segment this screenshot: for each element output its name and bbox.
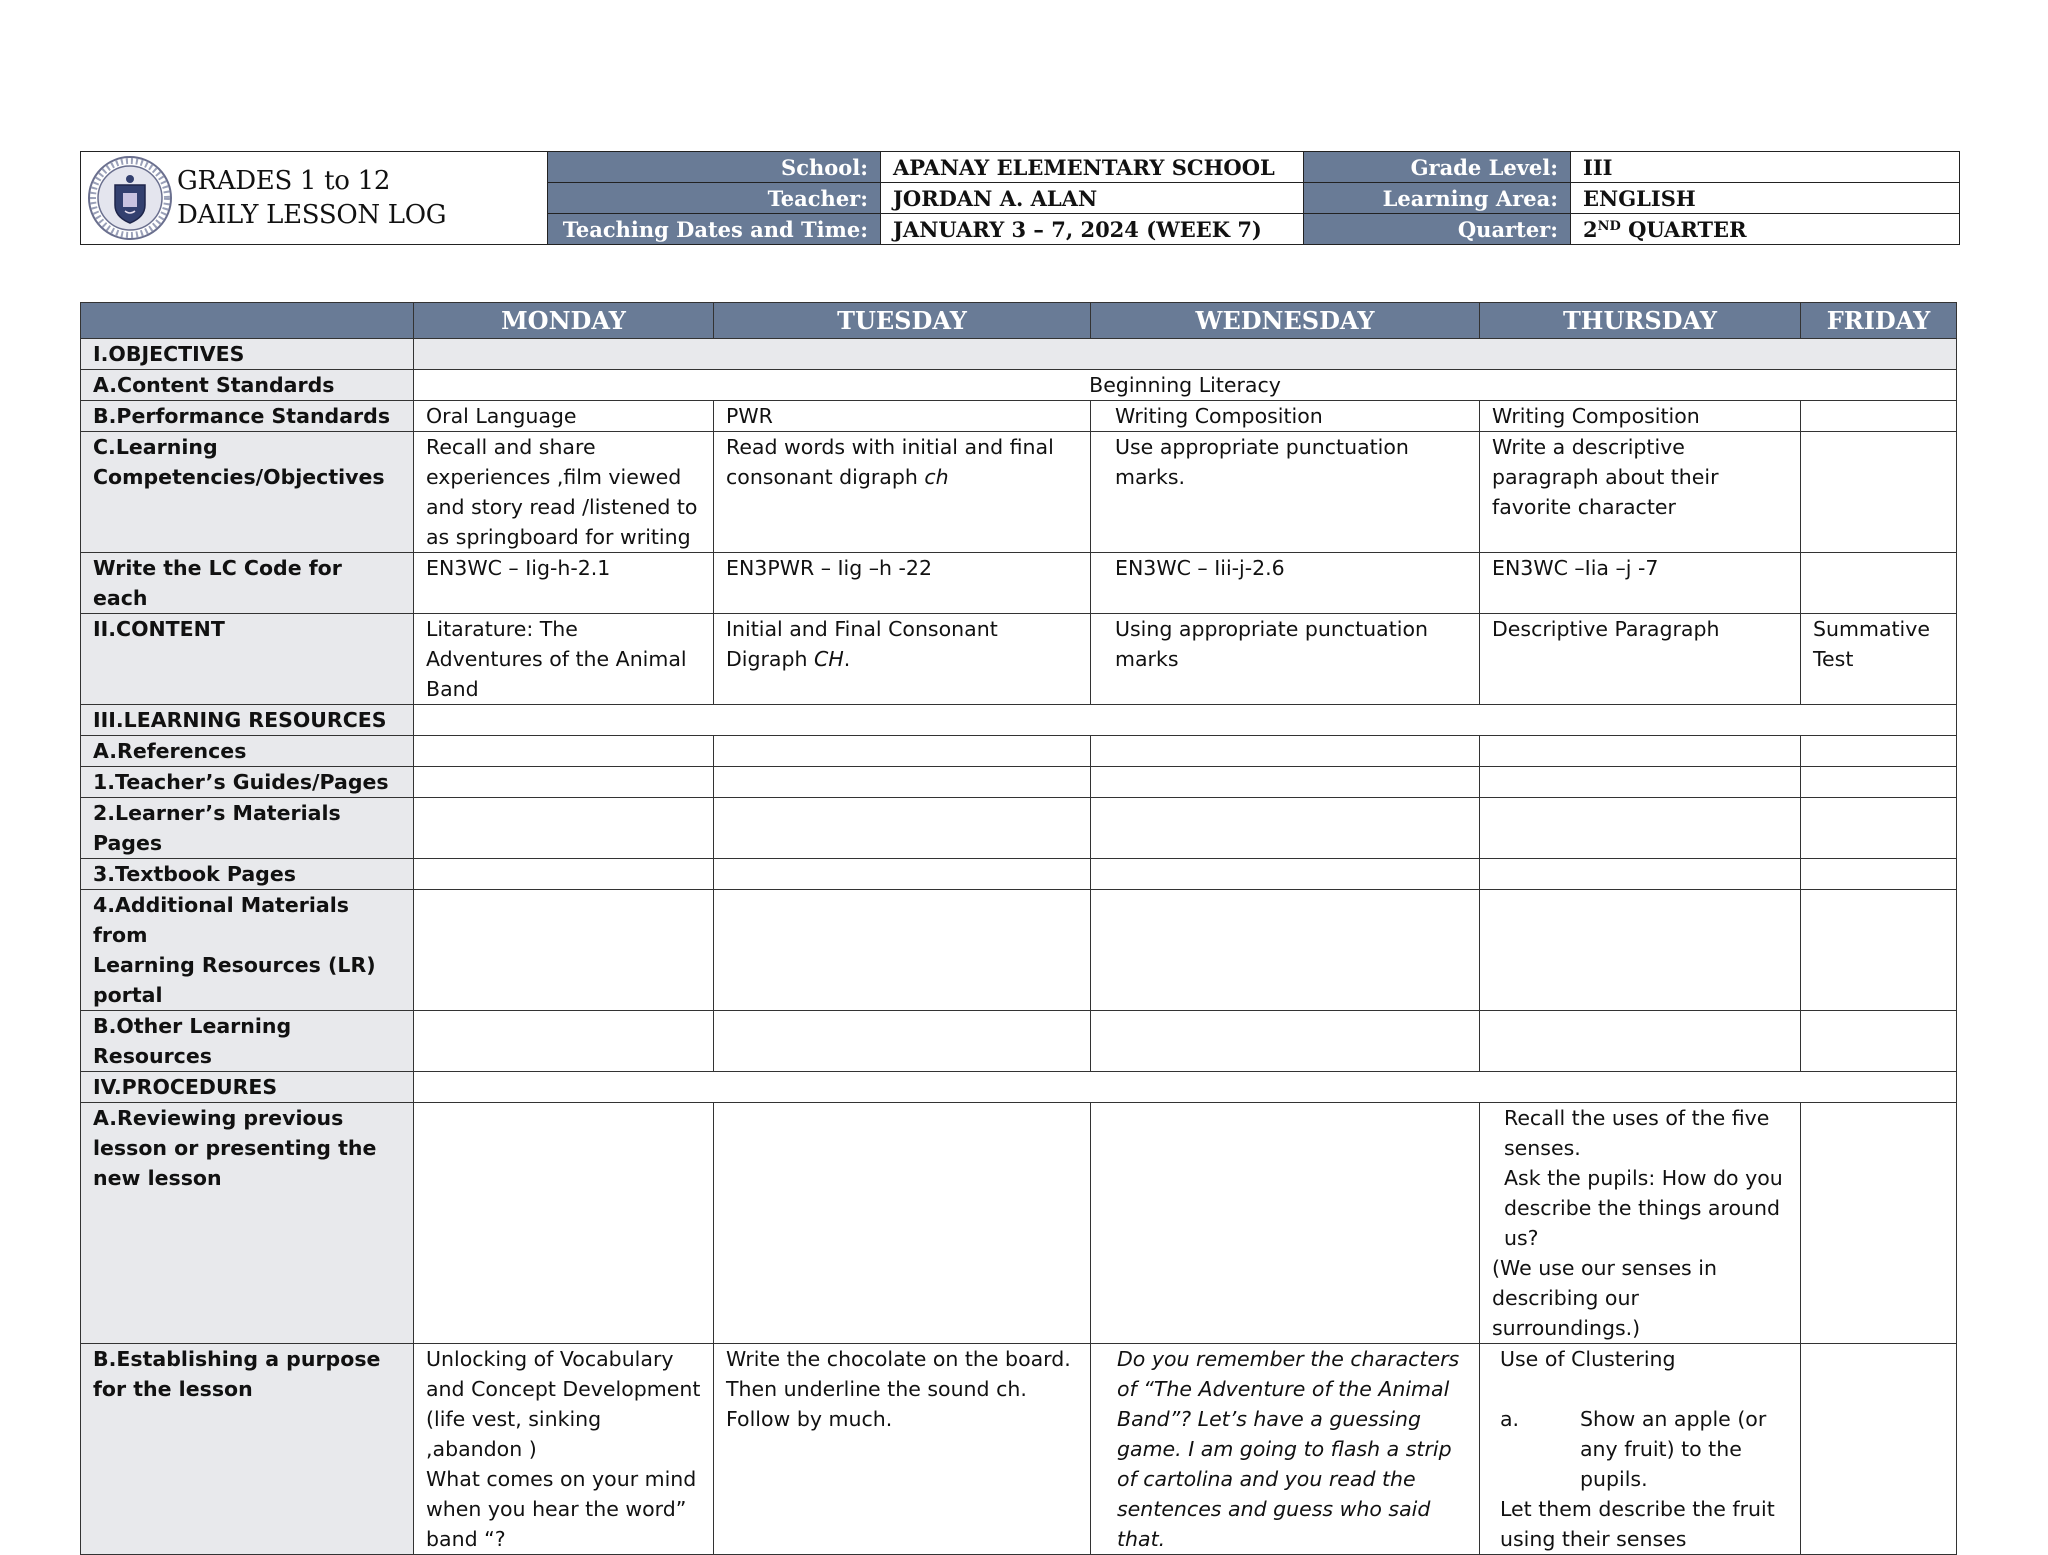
table-cell: [1801, 1011, 1957, 1072]
table-cell: [1091, 890, 1480, 1011]
table-cell: [714, 859, 1091, 890]
cell-text: Recall the uses of the five senses.: [1504, 1106, 1770, 1160]
row-label-line: portal: [93, 983, 163, 1007]
title-line-2: DAILY LESSON LOG: [177, 200, 447, 230]
day-header: TUESDAY: [714, 303, 1091, 339]
table-cell: [1801, 798, 1957, 859]
title-text: [177, 164, 446, 232]
row-label-line: C.Learning: [93, 435, 218, 459]
cell-text-italic: ch: [924, 465, 949, 489]
school-label: School:: [548, 152, 881, 183]
cell-text: Read words with initial and final consonant digraph: [726, 435, 1054, 489]
table-cell: Recall and share experiences ,film viewed and story read /listened to as springboard for writing: [414, 432, 714, 553]
table-row: [81, 614, 1957, 705]
table-row: [81, 553, 1957, 614]
table-cell: [1091, 1103, 1480, 1344]
table-cell: [714, 890, 1091, 1011]
row-label: 2.Learner’s Materials Pages: [81, 798, 414, 859]
table-cell: [714, 767, 1091, 798]
cell-text: Let them describe the fruit using their senses: [1500, 1497, 1775, 1551]
day-header: WEDNESDAY: [1091, 303, 1480, 339]
grade-level-label: Grade Level:: [1304, 152, 1571, 183]
table-cell: PWR: [714, 401, 1091, 432]
table-cell: [714, 1103, 1091, 1344]
teaching-dates-label: Teaching Dates and Time:: [548, 214, 881, 245]
table-cell: [714, 614, 1091, 705]
teaching-dates-value: JANUARY 3 – 7, 2024 (WEEK 7): [881, 214, 1304, 245]
deped-seal-icon: [87, 155, 173, 241]
cell-text-italic: CH: [814, 647, 844, 671]
table-cell: [414, 767, 714, 798]
table-cell: [1801, 432, 1957, 553]
section-span: [414, 339, 1957, 370]
table-row: [81, 767, 1957, 798]
cell-list-item: [1492, 1404, 1788, 1494]
table-cell: EN3WC – Iii-j-2.6: [1091, 553, 1480, 614]
table-cell: Write a descriptive paragraph about their favorite character: [1480, 432, 1801, 553]
row-label-line: Competencies/Objectives: [93, 465, 385, 489]
table-cell: Summative Test: [1801, 614, 1957, 705]
section-span: [414, 1072, 1957, 1103]
table-cell: [1480, 1011, 1801, 1072]
section-span: [414, 705, 1957, 736]
table-row: [81, 1011, 1957, 1072]
table-cell: [1091, 1011, 1480, 1072]
table-cell: [414, 859, 714, 890]
table-cell: Writing Composition: [1091, 401, 1480, 432]
table-cell: [1801, 401, 1957, 432]
learning-area-label: Learning Area:: [1304, 183, 1571, 214]
grade-level-value: III: [1571, 152, 1960, 183]
table-cell: Writing Composition: [1480, 401, 1801, 432]
row-label: III.LEARNING RESOURCES: [81, 705, 414, 736]
cell-text: Unlocking of Vocabulary and Concept Development (life vest, sinking ,abandon ): [426, 1347, 701, 1461]
row-label: 1.Teacher’s Guides/Pages: [81, 767, 414, 798]
quarter-suffix: ND: [1597, 218, 1621, 234]
table-cell: [1801, 859, 1957, 890]
row-label: [81, 890, 414, 1011]
row-label: A.Content Standards: [81, 370, 414, 401]
table-cell: [1480, 1344, 1801, 1555]
table-cell: Oral Language: [414, 401, 714, 432]
table-cell: [414, 736, 714, 767]
table-cell: [1480, 767, 1801, 798]
quarter-number: 2: [1583, 216, 1598, 242]
row-label: B.Establishing a purpose for the lesson: [81, 1344, 414, 1555]
table-cell: [1091, 798, 1480, 859]
cell-text: Use of Clustering: [1500, 1347, 1676, 1371]
table-cell: [714, 798, 1091, 859]
table-row: [81, 370, 1957, 401]
quarter-word: QUARTER: [1620, 216, 1747, 242]
table-cell: EN3PWR – Iig –h -22: [714, 553, 1091, 614]
table-cell: [1091, 859, 1480, 890]
table-cell: [1480, 859, 1801, 890]
row-label: B.Performance Standards: [81, 401, 414, 432]
cell-text: Ask the pupils: How do you describe the things around us?: [1504, 1166, 1783, 1250]
day-header-row: [81, 303, 1957, 339]
row-label: I.OBJECTIVES: [81, 339, 414, 370]
title-line-1: GRADES 1 to 12: [177, 166, 391, 196]
table-cell: [1801, 1344, 1957, 1555]
row-label: IV.PROCEDURES: [81, 1072, 414, 1103]
row-label-line: Learning Resources (LR): [93, 953, 376, 977]
row-label: [81, 432, 414, 553]
lesson-log-table: [80, 302, 1957, 1555]
table-cell: [1091, 736, 1480, 767]
row-label: 3.Textbook Pages: [81, 859, 414, 890]
content-standards-value: Beginning Literacy: [414, 370, 1957, 401]
table-cell: [1801, 1103, 1957, 1344]
row-label: A.Reviewing previous lesson or presenting the new lesson: [81, 1103, 414, 1344]
teacher-value: JORDAN A. ALAN: [881, 183, 1304, 214]
table-row: [81, 890, 1957, 1011]
table-row: [81, 1103, 1957, 1344]
table-cell: [714, 736, 1091, 767]
table-cell: [1480, 736, 1801, 767]
table-row: [81, 1344, 1957, 1555]
table-cell: [714, 432, 1091, 553]
table-row: [81, 432, 1957, 553]
table-row: [81, 859, 1957, 890]
table-cell: [1091, 767, 1480, 798]
list-marker: a.: [1500, 1407, 1520, 1431]
table-cell: [414, 798, 714, 859]
cell-text: .: [843, 647, 851, 671]
table-cell: [1480, 1103, 1801, 1344]
learning-area-value: ENGLISH: [1571, 183, 1960, 214]
table-cell: [414, 1103, 714, 1344]
row-label-line: 4.Additional Materials from: [93, 893, 349, 947]
row-label: II.CONTENT: [81, 614, 414, 705]
table-row: [81, 736, 1957, 767]
cell-spacer: [1492, 1374, 1788, 1404]
table-cell: Use appropriate punctuation marks.: [1091, 432, 1480, 553]
row-label: B.Other Learning Resources: [81, 1011, 414, 1072]
table-row: [81, 401, 1957, 432]
table-cell: [414, 1011, 714, 1072]
corner-header: [81, 303, 414, 339]
table-cell: [414, 890, 714, 1011]
table-cell: Descriptive Paragraph: [1480, 614, 1801, 705]
row-label: A.References: [81, 736, 414, 767]
table-cell: EN3WC – Iig-h-2.1: [414, 553, 714, 614]
table-cell: [1801, 553, 1957, 614]
table-cell: [1480, 890, 1801, 1011]
quarter-label: Quarter:: [1304, 214, 1571, 245]
table-cell: EN3WC –Iia –j -7: [1480, 553, 1801, 614]
title-block: [81, 152, 548, 245]
table-row: [81, 705, 1957, 736]
table-row: [81, 1072, 1957, 1103]
cell-text: What comes on your mind when you hear the word” band “?: [426, 1467, 697, 1551]
quarter-value: [1571, 214, 1960, 245]
school-value: APANAY ELEMENTARY SCHOOL: [881, 152, 1304, 183]
row-label: Write the LC Code for each: [81, 553, 414, 614]
cell-text: Initial and Final Consonant Digraph: [726, 617, 998, 671]
table-cell: [1801, 767, 1957, 798]
table-row: [81, 339, 1957, 370]
day-header: MONDAY: [414, 303, 714, 339]
table-cell: [1801, 890, 1957, 1011]
teacher-label: Teacher:: [548, 183, 881, 214]
table-cell: Write the chocolate on the board. Then underline the sound ch. Follow by much.: [714, 1344, 1091, 1555]
table-cell: Litarature: The Adventures of the Animal Band: [414, 614, 714, 705]
table-row: [81, 798, 1957, 859]
day-header: THURSDAY: [1480, 303, 1801, 339]
table-cell: Do you remember the characters of “The Adventure of the Animal Band”? Let’s have a guessing game. I am going to flash a strip of cartolina and you read the sentences and guess who said that.: [1091, 1344, 1480, 1555]
day-header: FRIDAY: [1801, 303, 1957, 339]
table-cell: [1480, 798, 1801, 859]
table-cell: [414, 1344, 714, 1555]
header-table: [80, 151, 1960, 245]
cell-text: (We use our senses in describing our surroundings.): [1492, 1256, 1717, 1340]
table-cell: [1801, 736, 1957, 767]
cell-text: Show an apple (or any fruit) to the pupils.: [1580, 1407, 1767, 1491]
table-cell: [714, 1011, 1091, 1072]
table-cell: Using appropriate punctuation marks: [1091, 614, 1480, 705]
